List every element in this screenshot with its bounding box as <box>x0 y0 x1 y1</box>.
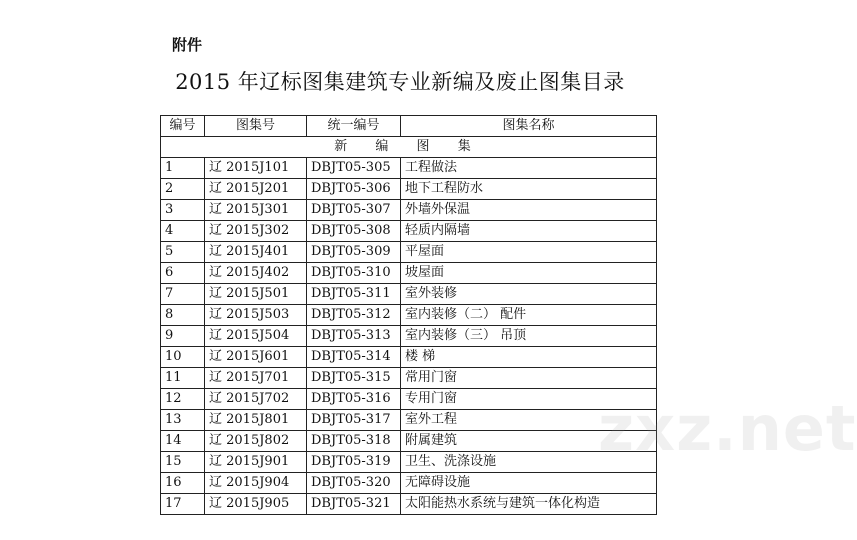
table-row <box>161 263 657 284</box>
table-row <box>161 179 657 200</box>
table-row <box>161 452 657 473</box>
cell-number: 7 <box>161 284 205 305</box>
document-title: 2015 年辽标图集建筑专业新编及废止图集目录 <box>175 70 625 94</box>
cell-atlas-no: 辽 2015J601 <box>205 347 307 368</box>
table-row <box>161 305 657 326</box>
cell-number: 10 <box>161 347 205 368</box>
section-label: 新 编 图 集 <box>161 137 657 158</box>
cell-atlas-name: 常用门窗 <box>401 368 657 389</box>
cell-number: 17 <box>161 494 205 515</box>
cell-atlas-no: 辽 2015J905 <box>205 494 307 515</box>
cell-unified-no: DBJT05-306 <box>307 179 401 200</box>
cell-unified-no: DBJT05-314 <box>307 347 401 368</box>
cell-number: 12 <box>161 389 205 410</box>
cell-unified-no: DBJT05-313 <box>307 326 401 347</box>
catalog-table <box>160 115 657 515</box>
table-row <box>161 242 657 263</box>
cell-atlas-name: 太阳能热水系统与建筑一体化构造 <box>401 494 657 515</box>
cell-number: 1 <box>161 158 205 179</box>
table-row <box>161 431 657 452</box>
cell-unified-no: DBJT05-318 <box>307 431 401 452</box>
cell-atlas-name: 地下工程防水 <box>401 179 657 200</box>
cell-atlas-no: 辽 2015J904 <box>205 473 307 494</box>
cell-unified-no: DBJT05-315 <box>307 368 401 389</box>
cell-atlas-name: 室外工程 <box>401 410 657 431</box>
column-header-unified-no: 统一编号 <box>307 116 401 137</box>
table-row <box>161 473 657 494</box>
cell-atlas-no: 辽 2015J301 <box>205 200 307 221</box>
cell-atlas-no: 辽 2015J802 <box>205 431 307 452</box>
table-row <box>161 389 657 410</box>
cell-atlas-name: 室内装修（三） 吊顶 <box>401 326 657 347</box>
table-row <box>161 284 657 305</box>
table-row <box>161 494 657 515</box>
cell-unified-no: DBJT05-305 <box>307 158 401 179</box>
cell-unified-no: DBJT05-311 <box>307 284 401 305</box>
cell-number: 11 <box>161 368 205 389</box>
cell-atlas-name: 专用门窗 <box>401 389 657 410</box>
cell-unified-no: DBJT05-320 <box>307 473 401 494</box>
cell-unified-no: DBJT05-308 <box>307 221 401 242</box>
cell-atlas-name: 外墙外保温 <box>401 200 657 221</box>
cell-unified-no: DBJT05-312 <box>307 305 401 326</box>
cell-unified-no: DBJT05-321 <box>307 494 401 515</box>
attachment-label: 附件 <box>172 36 203 54</box>
cell-atlas-no: 辽 2015J302 <box>205 221 307 242</box>
table-row <box>161 347 657 368</box>
cell-atlas-name: 楼 梯 <box>401 347 657 368</box>
table-row <box>161 221 657 242</box>
cell-number: 5 <box>161 242 205 263</box>
cell-number: 13 <box>161 410 205 431</box>
cell-atlas-no: 辽 2015J201 <box>205 179 307 200</box>
column-header-number: 编号 <box>161 116 205 137</box>
cell-atlas-no: 辽 2015J101 <box>205 158 307 179</box>
cell-atlas-name: 坡屋面 <box>401 263 657 284</box>
cell-atlas-name: 附属建筑 <box>401 431 657 452</box>
cell-atlas-no: 辽 2015J504 <box>205 326 307 347</box>
cell-atlas-no: 辽 2015J503 <box>205 305 307 326</box>
cell-atlas-name: 工程做法 <box>401 158 657 179</box>
cell-unified-no: DBJT05-307 <box>307 200 401 221</box>
table-row <box>161 368 657 389</box>
cell-atlas-name: 室外装修 <box>401 284 657 305</box>
cell-atlas-no: 辽 2015J901 <box>205 452 307 473</box>
cell-atlas-name: 无障碍设施 <box>401 473 657 494</box>
cell-number: 4 <box>161 221 205 242</box>
cell-unified-no: DBJT05-316 <box>307 389 401 410</box>
cell-number: 3 <box>161 200 205 221</box>
cell-number: 2 <box>161 179 205 200</box>
cell-unified-no: DBJT05-319 <box>307 452 401 473</box>
cell-number: 16 <box>161 473 205 494</box>
cell-atlas-name: 平屋面 <box>401 242 657 263</box>
table-row <box>161 200 657 221</box>
cell-atlas-name: 室内装修（二） 配件 <box>401 305 657 326</box>
column-header-atlas-no: 图集号 <box>205 116 307 137</box>
cell-atlas-no: 辽 2015J701 <box>205 368 307 389</box>
cell-number: 8 <box>161 305 205 326</box>
cell-atlas-name: 轻质内隔墙 <box>401 221 657 242</box>
table-row <box>161 158 657 179</box>
cell-unified-no: DBJT05-310 <box>307 263 401 284</box>
table-row <box>161 410 657 431</box>
cell-atlas-no: 辽 2015J801 <box>205 410 307 431</box>
watermark: zxz.net <box>598 392 857 465</box>
cell-number: 15 <box>161 452 205 473</box>
cell-atlas-no: 辽 2015J401 <box>205 242 307 263</box>
cell-atlas-no: 辽 2015J702 <box>205 389 307 410</box>
cell-number: 9 <box>161 326 205 347</box>
section-row <box>161 137 657 158</box>
header-row <box>161 116 657 137</box>
cell-number: 14 <box>161 431 205 452</box>
cell-atlas-no: 辽 2015J402 <box>205 263 307 284</box>
cell-unified-no: DBJT05-317 <box>307 410 401 431</box>
cell-atlas-name: 卫生、洗涤设施 <box>401 452 657 473</box>
cell-unified-no: DBJT05-309 <box>307 242 401 263</box>
cell-number: 6 <box>161 263 205 284</box>
column-header-atlas-name: 图集名称 <box>401 116 657 137</box>
table-row <box>161 326 657 347</box>
cell-atlas-no: 辽 2015J501 <box>205 284 307 305</box>
